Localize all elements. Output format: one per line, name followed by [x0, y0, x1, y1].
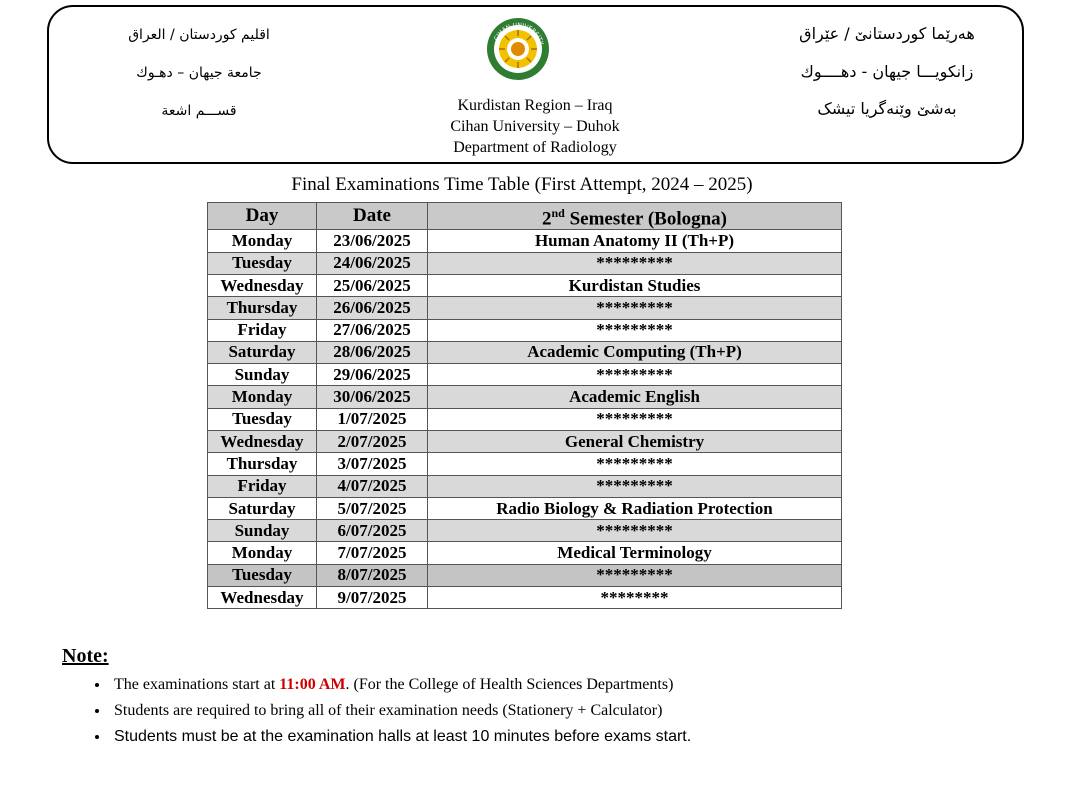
- date-cell: 4/07/2025: [317, 475, 428, 497]
- university-logo-icon: [486, 17, 550, 81]
- english-region: Kurdistan Region – Iraq: [457, 97, 613, 114]
- day-cell: Monday: [208, 386, 317, 408]
- logo-text: CIHAN UNIVERSITY: [492, 21, 545, 46]
- kurdish-department: بەشێ وێنەگریا تیشک: [817, 99, 957, 118]
- subject-cell: Radio Biology & Radiation Protection: [428, 497, 842, 519]
- date-cell: 5/07/2025: [317, 497, 428, 519]
- subject-cell: *********: [428, 564, 842, 586]
- exam-start-time: 11:00 AM: [279, 676, 346, 693]
- date-cell: 6/07/2025: [317, 520, 428, 542]
- day-cell: Sunday: [208, 364, 317, 386]
- date-cell: 2/07/2025: [317, 431, 428, 453]
- date-cell: 1/07/2025: [317, 408, 428, 430]
- date-cell: 26/06/2025: [317, 297, 428, 319]
- day-cell: Monday: [208, 542, 317, 564]
- subject-cell: *********: [428, 297, 842, 319]
- day-cell: Saturday: [208, 341, 317, 363]
- day-cell: Tuesday: [208, 408, 317, 430]
- date-cell: 9/07/2025: [317, 587, 428, 609]
- table-row: [208, 431, 842, 453]
- table-row: [208, 542, 842, 564]
- day-cell: Sunday: [208, 520, 317, 542]
- table-row: [208, 319, 842, 341]
- list-item: • Students are required to bring all of their examination needs (Stationery + Calculator): [110, 698, 1010, 724]
- subject-cell: *********: [428, 364, 842, 386]
- kurdish-university: زانكويـــا جيهان - دهــــوك: [800, 62, 974, 81]
- date-cell: 27/06/2025: [317, 319, 428, 341]
- arabic-region: اقليم كوردستان / العراق: [128, 27, 270, 43]
- table-row: [208, 386, 842, 408]
- letterhead: [47, 5, 1024, 164]
- day-cell: Monday: [208, 230, 317, 252]
- date-cell: 30/06/2025: [317, 386, 428, 408]
- subject-cell: Academic English: [428, 386, 842, 408]
- subject-cell: *********: [428, 520, 842, 542]
- date-cell: 23/06/2025: [317, 230, 428, 252]
- kurdish-region: هەرێما کوردستانێ / عێراق: [799, 24, 975, 43]
- table-row: [208, 252, 842, 274]
- date-cell: 8/07/2025: [317, 564, 428, 586]
- subject-cell: Medical Terminology: [428, 542, 842, 564]
- table-row: [208, 297, 842, 319]
- table-row: [208, 364, 842, 386]
- column-header-semester: 2nd Semester (Bologna): [428, 203, 842, 230]
- table-row: [208, 564, 842, 586]
- day-cell: Wednesday: [208, 274, 317, 296]
- list-item: • Students must be at the examination halls at least 10 minutes before exams start.: [110, 724, 1010, 750]
- arabic-department: قســـم اشعة: [161, 103, 237, 119]
- subject-cell: Kurdistan Studies: [428, 274, 842, 296]
- day-cell: Thursday: [208, 297, 317, 319]
- table-row: [208, 274, 842, 296]
- day-cell: Friday: [208, 475, 317, 497]
- date-cell: 24/06/2025: [317, 252, 428, 274]
- date-cell: 3/07/2025: [317, 453, 428, 475]
- table-row: [208, 341, 842, 363]
- table-row: [208, 497, 842, 519]
- table-row: [208, 587, 842, 609]
- subject-cell: *********: [428, 252, 842, 274]
- day-cell: Wednesday: [208, 431, 317, 453]
- table-header-row: [208, 203, 842, 230]
- table-row: [208, 453, 842, 475]
- arabic-university: جامعة جيهان – دهـوك: [136, 65, 262, 81]
- column-header-day: Day: [208, 203, 317, 230]
- page-title: Final Examinations Time Table (First Attempt, 2024 – 2025): [291, 174, 753, 195]
- day-cell: Thursday: [208, 453, 317, 475]
- subject-cell: ********: [428, 587, 842, 609]
- day-cell: Tuesday: [208, 564, 317, 586]
- english-department: Department of Radiology: [453, 139, 617, 156]
- date-cell: 25/06/2025: [317, 274, 428, 296]
- subject-cell: *********: [428, 475, 842, 497]
- day-cell: Tuesday: [208, 252, 317, 274]
- subject-cell: *********: [428, 453, 842, 475]
- date-cell: 7/07/2025: [317, 542, 428, 564]
- day-cell: Wednesday: [208, 587, 317, 609]
- subject-cell: General Chemistry: [428, 431, 842, 453]
- english-university: Cihan University – Duhok: [450, 118, 620, 135]
- note-heading: Note:: [62, 645, 109, 667]
- column-header-date: Date: [317, 203, 428, 230]
- day-cell: Friday: [208, 319, 317, 341]
- subject-cell: *********: [428, 408, 842, 430]
- subject-cell: *********: [428, 319, 842, 341]
- list-item: • The examinations start at 11:00 AM. (For the College of Health Sciences Departments): [110, 672, 1010, 698]
- day-cell: Saturday: [208, 497, 317, 519]
- table-row: [208, 520, 842, 542]
- table-row: [208, 408, 842, 430]
- table-row: [208, 475, 842, 497]
- subject-cell: Academic Computing (Th+P): [428, 341, 842, 363]
- subject-cell: Human Anatomy II (Th+P): [428, 230, 842, 252]
- date-cell: 29/06/2025: [317, 364, 428, 386]
- table-row: [208, 230, 842, 252]
- date-cell: 28/06/2025: [317, 341, 428, 363]
- notes-list: [62, 672, 1010, 750]
- exam-timetable: [207, 202, 842, 609]
